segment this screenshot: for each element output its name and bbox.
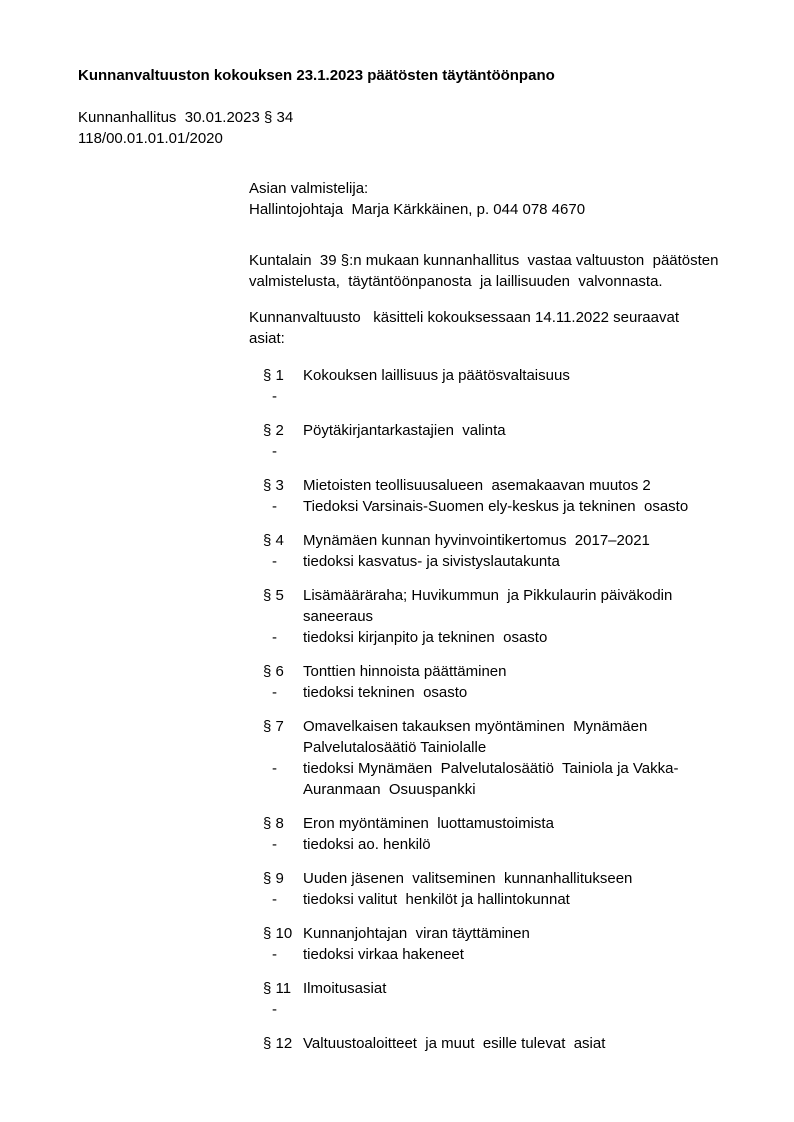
agenda-item-note (249, 386, 741, 407)
dash-marker: - (272, 684, 277, 701)
agenda-item-11 (249, 978, 741, 1020)
agenda-item-note (249, 999, 741, 1020)
agenda-item-heading (249, 978, 741, 999)
agenda-item-heading (249, 813, 741, 834)
agenda-item-note (249, 889, 741, 910)
agenda-item-heading (249, 716, 741, 758)
dash-marker: - (272, 1001, 277, 1018)
agenda-item-note-text: tiedoksi kasvatus- ja sivistyslautakunta (303, 553, 560, 570)
agenda-item-title: Ilmoitusasiat (303, 980, 387, 997)
section-marker: § 6 (263, 663, 284, 680)
agenda-item-note (249, 944, 741, 965)
section-marker: § 1 (263, 367, 284, 384)
section-marker: § 2 (263, 422, 284, 439)
agenda-item-9 (249, 868, 741, 910)
agenda-item-title: Kokouksen laillisuus ja päätösvaltaisuus (303, 367, 570, 384)
dash-marker: - (272, 498, 277, 515)
agenda-item-title: Lisämääräraha; Huvikummun ja Pikkulaurin päiväkodin saneeraus (303, 587, 677, 625)
agenda-item-note-text: tiedoksi virkaa hakeneet (303, 946, 464, 963)
document-body (249, 178, 741, 1054)
section-marker: § 3 (263, 477, 284, 494)
dash-marker: - (272, 443, 277, 460)
dash-marker: - (272, 836, 277, 853)
agenda-item-5 (249, 585, 741, 648)
dash-marker: - (272, 629, 277, 646)
agenda-item-title: Valtuustoaloitteet ja muut esille tulevat asiat (303, 1035, 606, 1052)
agenda-item-title: Kunnanjohtajan viran täyttäminen (303, 925, 530, 942)
dash-marker: - (272, 891, 277, 908)
agenda-item-10 (249, 923, 741, 965)
paragraph-law: Kuntalain 39 §:n mukaan kunnanhallitus vastaa valtuuston päätösten valmistelusta, täytäntöönpanosta ja laillisuuden valvonnasta. (249, 252, 723, 290)
section-marker: § 10 (263, 925, 293, 942)
agenda-item-6 (249, 661, 741, 703)
agenda-item-heading (249, 923, 741, 944)
paragraph-intro: Kunnanvaltuusto käsitteli kokouksessaan 14.11.2022 seuraavat asiat: (249, 309, 684, 347)
section-marker: § 7 (263, 718, 284, 735)
agenda-item-title: Tonttien hinnoista päättäminen (303, 663, 507, 680)
agenda-item-heading (249, 420, 741, 441)
agenda-item-title: Mynämäen kunnan hyvinvointikertomus 2017–2021 (303, 532, 650, 549)
agenda-item-note (249, 627, 741, 648)
section-marker: § 9 (263, 870, 284, 887)
case-number: 118/00.01.01.01/2020 (78, 130, 223, 147)
section-marker: § 4 (263, 532, 284, 549)
agenda-item-heading (249, 530, 741, 551)
dash-marker: - (272, 553, 277, 570)
agenda-item-12 (249, 1033, 741, 1054)
agenda-item-heading (249, 868, 741, 889)
agenda-item-8 (249, 813, 741, 855)
agenda-item-heading (249, 1033, 741, 1054)
agenda-list (249, 365, 741, 1054)
agenda-item-title: Omavelkaisen takauksen myöntäminen Mynämäen Palvelutalosäätiö Tainiolalle (303, 718, 652, 756)
agenda-item-2 (249, 420, 741, 462)
preparer-label: Asian valmistelija: (249, 180, 369, 197)
agenda-item-title: Pöytäkirjantarkastajien valinta (303, 422, 506, 439)
agenda-item-note-text: Tiedoksi Varsinais-Suomen ely-keskus ja tekninen osasto (303, 498, 689, 515)
agenda-item-1 (249, 365, 741, 407)
agenda-item-note-text: tiedoksi ao. henkilö (303, 836, 431, 853)
agenda-item-title: Uuden jäsenen valitseminen kunnanhallitukseen (303, 870, 633, 887)
agenda-item-heading (249, 365, 741, 386)
agenda-item-note (249, 758, 741, 800)
dash-marker: - (272, 388, 277, 405)
agenda-item-note (249, 441, 741, 462)
agenda-item-heading (249, 661, 741, 682)
section-marker: § 11 (263, 980, 292, 997)
dash-marker: - (272, 946, 277, 963)
agenda-item-note (249, 551, 741, 572)
agenda-item-note-text: tiedoksi valitut henkilöt ja hallintokunnat (303, 891, 570, 908)
agenda-item-note (249, 682, 741, 703)
agenda-item-title: Mietoisten teollisuusalueen asemakaavan muutos 2 (303, 477, 651, 494)
agenda-item-note (249, 834, 741, 855)
section-marker: § 8 (263, 815, 284, 832)
agenda-item-note (249, 496, 741, 517)
section-marker: § 5 (263, 587, 284, 604)
dash-marker: - (272, 760, 277, 777)
board-meeting-reference: Kunnanhallitus 30.01.2023 § 34 (78, 109, 294, 126)
preparer-block (249, 178, 741, 220)
agenda-item-heading (249, 475, 741, 496)
agenda-item-note-text: tiedoksi kirjanpito ja tekninen osasto (303, 629, 548, 646)
agenda-item-4 (249, 530, 741, 572)
agenda-item-heading (249, 585, 741, 627)
agenda-item-title: Eron myöntäminen luottamustoimista (303, 815, 554, 832)
section-marker: § 12 (263, 1035, 293, 1052)
agenda-item-3 (249, 475, 741, 517)
agenda-item-note-text: tiedoksi Mynämäen Palvelutalosäätiö Tainiola ja Vakka-Auranmaan Osuuspankki (303, 760, 679, 798)
preparer-value: Hallintojohtaja Marja Kärkkäinen, p. 044 078 4670 (249, 201, 586, 218)
agenda-item-7 (249, 716, 741, 800)
document-header (78, 107, 764, 149)
agenda-item-note-text: tiedoksi tekninen osasto (303, 684, 468, 701)
document-title: Kunnanvaltuuston kokouksen 23.1.2023 päätösten täytäntöönpano (78, 67, 555, 84)
